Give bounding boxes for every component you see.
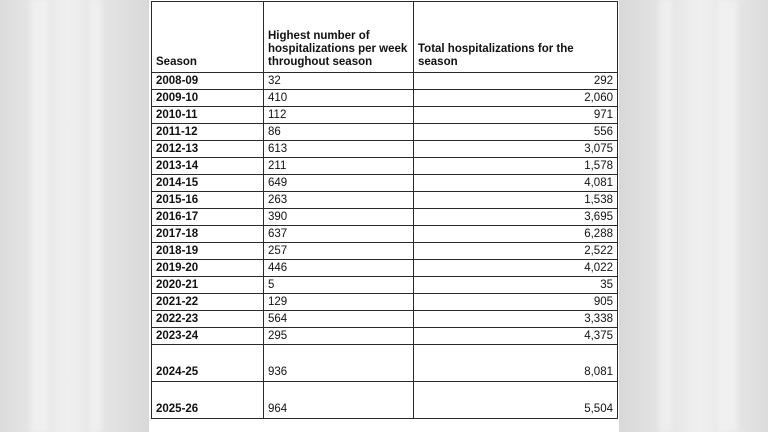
season-cell: 2022-23 (152, 311, 264, 328)
table-row (152, 192, 618, 209)
total-season-cell: 3,695 (414, 209, 618, 226)
total-season-cell: 1,538 (414, 192, 618, 209)
season-cell: 2018-19 (152, 243, 264, 260)
total-season-cell: 556 (414, 124, 618, 141)
document-page (149, 0, 619, 432)
peak-weekly-cell: 637 (264, 226, 414, 243)
total-season-cell: 1,578 (414, 158, 618, 175)
peak-weekly-cell: 86 (264, 124, 414, 141)
season-cell: 2009-10 (152, 90, 264, 107)
season-cell: 2011-12 (152, 124, 264, 141)
hospitalizations-table (151, 1, 618, 419)
total-season-cell: 4,375 (414, 328, 618, 345)
season-cell: 2021-22 (152, 294, 264, 311)
header-season: Season (152, 2, 264, 73)
peak-weekly-cell: 936 (264, 345, 414, 382)
season-cell: 2019-20 (152, 260, 264, 277)
peak-weekly-cell: 390 (264, 209, 414, 226)
table-row (152, 294, 618, 311)
table-row (152, 226, 618, 243)
season-cell: 2013-14 (152, 158, 264, 175)
total-season-cell: 971 (414, 107, 618, 124)
total-season-cell: 292 (414, 73, 618, 90)
peak-weekly-cell: 211 (264, 158, 414, 175)
peak-weekly-cell: 649 (264, 175, 414, 192)
season-cell: 2023-24 (152, 328, 264, 345)
season-cell: 2016-17 (152, 209, 264, 226)
peak-weekly-cell: 112 (264, 107, 414, 124)
season-cell: 2010-11 (152, 107, 264, 124)
total-season-cell: 3,338 (414, 311, 618, 328)
peak-weekly-cell: 295 (264, 328, 414, 345)
table-row (152, 73, 618, 90)
table-row (152, 243, 618, 260)
table-row (152, 107, 618, 124)
total-season-cell: 8,081 (414, 345, 618, 382)
total-season-cell: 905 (414, 294, 618, 311)
table-row (152, 311, 618, 328)
table-row (152, 175, 618, 192)
season-cell: 2017-18 (152, 226, 264, 243)
blurred-background-left (0, 0, 150, 432)
total-season-cell: 3,075 (414, 141, 618, 158)
peak-weekly-cell: 446 (264, 260, 414, 277)
table-row (152, 209, 618, 226)
season-cell: 2014-15 (152, 175, 264, 192)
season-cell: 2015-16 (152, 192, 264, 209)
total-season-cell: 4,022 (414, 260, 618, 277)
peak-weekly-cell: 263 (264, 192, 414, 209)
table-header-row (152, 2, 618, 73)
season-cell: 2008-09 (152, 73, 264, 90)
peak-weekly-cell: 613 (264, 141, 414, 158)
total-season-cell: 6,288 (414, 226, 618, 243)
table-row (152, 328, 618, 345)
season-cell: 2025-26 (152, 382, 264, 419)
table-row (152, 141, 618, 158)
total-season-cell: 2,060 (414, 90, 618, 107)
season-cell: 2024-25 (152, 345, 264, 382)
peak-weekly-cell: 32 (264, 73, 414, 90)
peak-weekly-cell: 129 (264, 294, 414, 311)
total-season-cell: 5,504 (414, 382, 618, 419)
blurred-background-right (618, 0, 768, 432)
table-body (152, 73, 618, 419)
total-season-cell: 2,522 (414, 243, 618, 260)
peak-weekly-cell: 564 (264, 311, 414, 328)
table-row (152, 345, 618, 382)
table-row (152, 277, 618, 294)
table-row (152, 260, 618, 277)
header-peak-weekly-hospitalizations: Highest number of hospitalizations per week throughout season (264, 2, 414, 73)
peak-weekly-cell: 410 (264, 90, 414, 107)
peak-weekly-cell: 964 (264, 382, 414, 419)
peak-weekly-cell: 5 (264, 277, 414, 294)
total-season-cell: 35 (414, 277, 618, 294)
peak-weekly-cell: 257 (264, 243, 414, 260)
table-row (152, 90, 618, 107)
season-cell: 2020-21 (152, 277, 264, 294)
season-cell: 2012-13 (152, 141, 264, 158)
table-row (152, 158, 618, 175)
total-season-cell: 4,081 (414, 175, 618, 192)
table-row (152, 382, 618, 419)
header-total-hospitalizations: Total hospitalizations for the season (414, 2, 618, 73)
table-row (152, 124, 618, 141)
